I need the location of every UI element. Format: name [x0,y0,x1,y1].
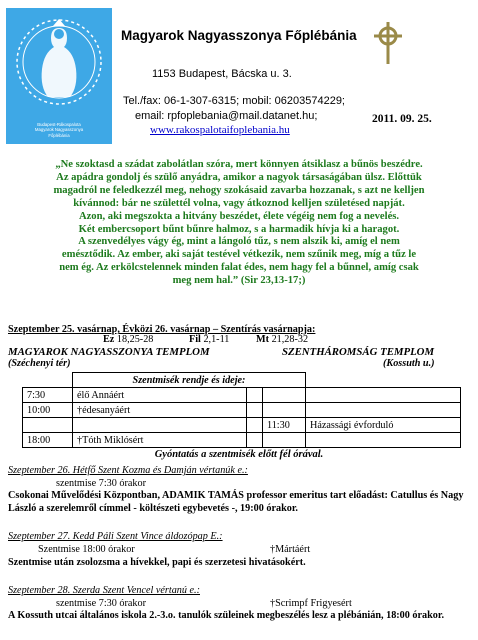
reading-book: Fil [189,334,201,345]
cell-left-time: 18:00 [23,433,73,448]
day-heading: Szeptember 28. Szerda Szent Vencel vértanú e.: [8,585,200,596]
sunday-title: Szeptember 25. vasárnap, Évközi 26. vasárnap – Szentírás vasárnapja: [8,324,316,335]
email-line: email: rpfoplebania@mail.datanet.hu; [135,110,318,122]
parish-logo [6,8,112,144]
quote-line: Két embercsoport bűnt bűnre halmoz, s a harmadik hívja ki a haragot. [78,223,400,235]
quote-line: „Ne szoktasd a szádat zabolátlan szóra, mert könnyen átsiklasz a bűnös beszédre. [55,159,423,170]
reading-book: Ez [103,334,115,345]
quote-line: nem ég. Az erkölcstelennek minden falat édes, nem hagy fel a bűnnel, amíg csak [59,262,419,274]
cell-left-intention [73,418,247,433]
cell-right-intention [306,388,461,403]
day-mass: szentmise 7:30 órakor [56,598,146,609]
website-link[interactable]: www.rakospalotaifoplebania.hu [150,124,290,136]
day-note: A Kossuth utcai általános iskola 2.-3.o. tanulók szüleinek megbeszélés lesz a plébánián, 18:00 órakor. [8,610,445,621]
cell-right-time: 11:30 [263,418,306,433]
cell-left-intention: élő Annáért [73,388,247,403]
cell-right-time [263,433,306,448]
logo-caption: Budapest-Rákospalota Magyarok Nagyasszonya Főplébánia [34,121,84,138]
cell-spacer [247,403,263,418]
cell-left-intention: †Tóth Miklósért [73,433,247,448]
scripture-quote [8,159,470,288]
cell-right-time [263,403,306,418]
cell-spacer [247,418,263,433]
reading-ref: 18,25-28 [116,334,154,345]
quote-line: magadról ne feledkezzél meg, nehogy szokásaid zavarba hozzanak, s azt ne kelljen [53,184,425,196]
cell-right-intention: Házassági évforduló [306,418,461,433]
cell-spacer [247,433,263,448]
table-row [23,388,461,403]
cell-left-intention: †édesanyáért [73,403,247,418]
cell-left-time: 10:00 [23,403,73,418]
quote-line: Azon, aki megszokta a hitvány beszédet, élete végéig nem fog a nevelés. [78,210,400,222]
church-left-location: (Széchenyi tér) [8,358,71,369]
cell-right-time [263,388,306,403]
quote-line: Az apádra gondolj és szülő anyádra, amikor a nagyok társaságában ülsz. Előttük [56,171,422,183]
table-row [23,418,461,433]
day-heading: Szeptember 26. Hétfő Szent Kozma és Damján vértanúk e.: [8,465,248,476]
table-row [23,403,461,418]
celtic-cross-icon [371,20,405,66]
cell-left-time [23,418,73,433]
reading-2 [189,334,229,345]
reading-book: Mt [256,334,270,345]
table-header-row [23,373,461,388]
day-intention: †Scrimpf Frigyesért [270,598,352,609]
mass-schedule-table [22,372,461,448]
cell-right-intention [306,403,461,418]
day-note: Szentmise után zsolozsma a hívekkel, papi és szerzetesi hivatásokért. [8,557,306,568]
quote-line: meg nem hal.” (Sir 23,13-17;) [172,275,306,287]
church-left-name: MAGYAROK NAGYASSZONYA TEMPLOM [8,346,210,358]
church-right-location: (Kossuth u.) [383,358,435,369]
cell-spacer [247,388,263,403]
quote-line: emésztődik. Az ember, aki saját testével vétkezik, nem szűnik meg, míg a tűz le [61,249,417,261]
confession-note: Gyóntatás a szentmisék előtt fél órával. [154,449,324,460]
church-right-name: SZENTHÁROMSÁG TEMPLOM [282,346,435,358]
quote-line: kívánnod: bár ne születtél volna, vagy átkoznod kelljen születésed napját. [73,197,405,209]
day-heading: Szeptember 27. Kedd Páli Szent Vince áldozópap E.: [8,531,223,542]
reading-1 [103,334,153,345]
quote-line: A szenvedélyes vágy ég, mint a lángoló tűz, s nem alszik ki, amíg el nem [78,236,400,248]
day-note: Csokonai Művelődési Központban, ADAMIK TAMÁS professor emeritus tart előadást: Catullus és Nagy László a szerelemről címmel - költészeti egybevetés -, 19:00 órakor. [8,490,464,514]
day-mass: Szentmise 18:00 órakor [38,544,135,555]
table-row [23,433,461,448]
reading-ref: 2,1-11 [203,334,230,345]
phone-line: Tel./fax: 06-1-307-6315; mobil: 06203574229; [123,95,345,107]
bulletin-date: 2011. 09. 25. [372,113,432,125]
mass-schedule-heading: Szentmisék rendje és ideje: [73,373,306,388]
reading-ref: 21,28-32 [271,334,309,345]
cell-left-time: 7:30 [23,388,73,403]
day-intention: †Mártáért [270,544,311,555]
reading-3 [256,334,308,345]
parish-address: 1153 Budapest, Bácska u. 3. [152,68,292,80]
day-mass: szentmise 7:30 órakor [56,478,146,489]
parish-title: Magyarok Nagyasszonya Főplébánia [121,28,357,43]
cell-right-intention [306,433,461,448]
